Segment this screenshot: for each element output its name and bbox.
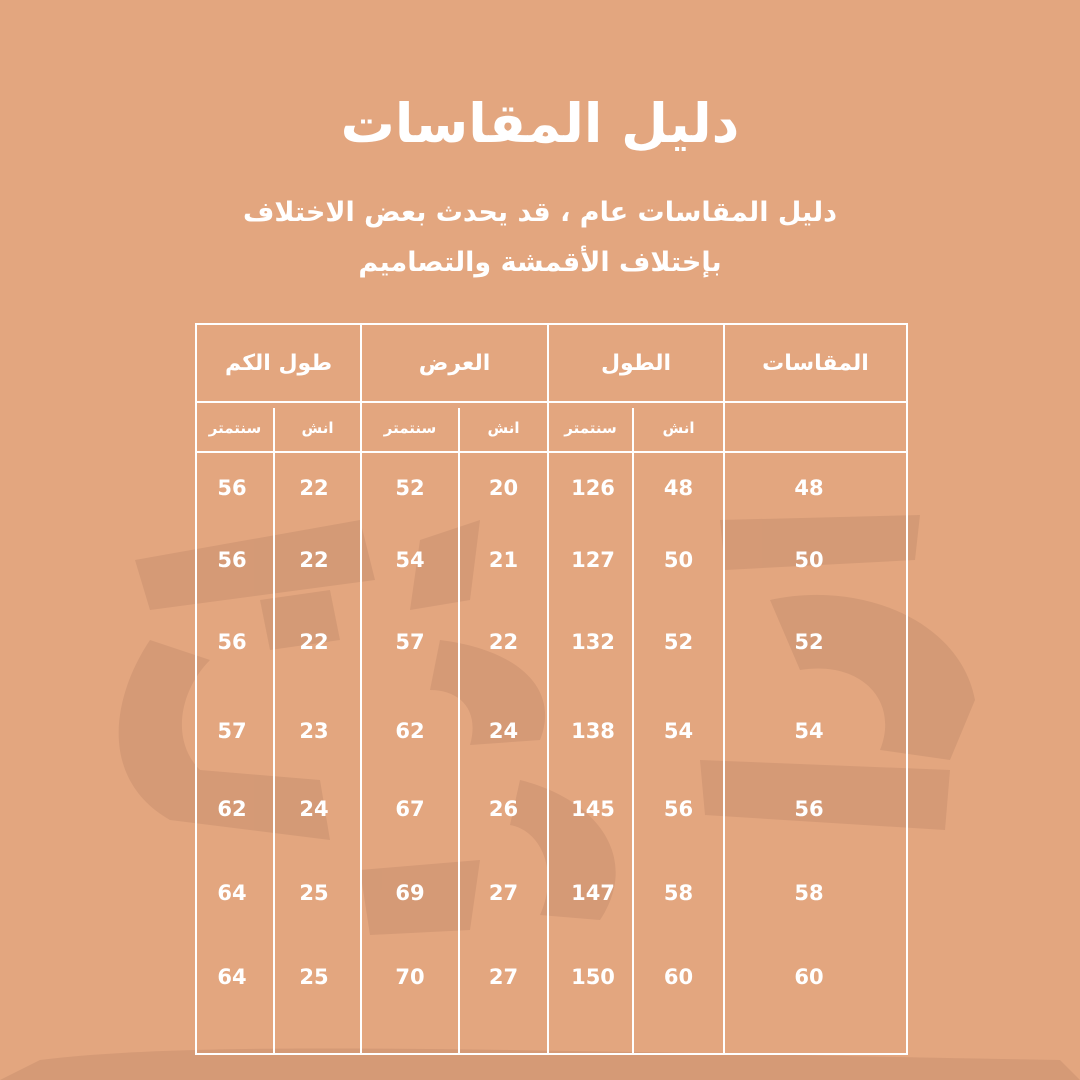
- cell-sleeve-inch: 22: [299, 476, 329, 500]
- cell-length-cm: 132: [571, 630, 615, 654]
- cell-sleeve-inch: 24: [299, 797, 329, 821]
- cell-length-inch: 60: [663, 965, 694, 989]
- unit-sleeve-cm: سنتمتر: [208, 419, 262, 437]
- cell-size: 48: [794, 476, 824, 500]
- cell-sleeve-cm: 56: [217, 548, 247, 572]
- unit-length-inch: انش: [662, 419, 695, 437]
- unit-length-cm: سنتمتر: [564, 419, 617, 437]
- cell-width-inch: 27: [488, 965, 519, 989]
- cell-length-inch: 52: [663, 630, 694, 654]
- cell-width-inch: 22: [488, 630, 519, 654]
- cell-width-inch: 27: [488, 881, 519, 905]
- cell-length-cm: 127: [571, 548, 615, 572]
- page-title: دليل المقاسات: [340, 92, 740, 155]
- cell-length-cm: 138: [571, 719, 615, 743]
- cell-size: 60: [794, 965, 824, 989]
- cell-width-cm: 52: [395, 476, 425, 500]
- cell-width-inch: 26: [488, 797, 519, 821]
- cell-length-cm: 147: [571, 881, 615, 905]
- header-width: العرض: [418, 350, 491, 376]
- cell-length-cm: 150: [571, 965, 615, 989]
- cell-sleeve-cm: 56: [217, 630, 247, 654]
- subtitle-line-2: بإختلاف الأقمشة والتصاميم: [358, 247, 722, 278]
- unit-sleeve-inch: انش: [301, 419, 334, 437]
- cell-sleeve-cm: 64: [217, 881, 247, 905]
- header-sleeve-length: طول الكم: [224, 350, 333, 376]
- unit-width-inch: انش: [487, 419, 520, 437]
- cell-length-inch: 58: [663, 881, 694, 905]
- cell-width-cm: 62: [395, 719, 425, 743]
- cell-sleeve-cm: 56: [217, 476, 247, 500]
- cell-length-inch: 54: [663, 719, 694, 743]
- cell-width-inch: 21: [488, 548, 519, 572]
- cell-sleeve-cm: 57: [217, 719, 247, 743]
- cell-width-cm: 69: [395, 881, 425, 905]
- cell-sleeve-cm: 62: [217, 797, 247, 821]
- cell-length-inch: 50: [663, 548, 694, 572]
- cell-sleeve-inch: 22: [299, 548, 329, 572]
- cell-width-cm: 57: [395, 630, 425, 654]
- cell-length-cm: 126: [571, 476, 615, 500]
- cell-sleeve-inch: 25: [299, 965, 329, 989]
- cell-sleeve-inch: 22: [299, 630, 329, 654]
- cell-size: 54: [794, 719, 824, 743]
- cell-size: 50: [794, 548, 824, 572]
- cell-width-cm: 54: [395, 548, 425, 572]
- subtitle-line-1: دليل المقاسات عام ، قد يحدث بعض الاختلاف: [243, 197, 837, 228]
- cell-width-inch: 20: [488, 476, 519, 500]
- header-length: الطول: [600, 350, 672, 376]
- cell-length-inch: 56: [663, 797, 694, 821]
- cell-length-cm: 145: [571, 797, 615, 821]
- cell-size: 52: [794, 630, 824, 654]
- cell-length-inch: 48: [663, 476, 694, 500]
- cell-sleeve-inch: 25: [299, 881, 329, 905]
- cell-width-cm: 67: [395, 797, 425, 821]
- cell-width-inch: 24: [488, 719, 519, 743]
- cell-sleeve-cm: 64: [217, 965, 247, 989]
- cell-sleeve-inch: 23: [299, 719, 329, 743]
- cell-size: 58: [794, 881, 824, 905]
- cell-size: 56: [794, 797, 824, 821]
- unit-width-cm: سنتمتر: [383, 419, 437, 437]
- cell-width-cm: 70: [395, 965, 425, 989]
- header-sizes: المقاسات: [762, 350, 869, 376]
